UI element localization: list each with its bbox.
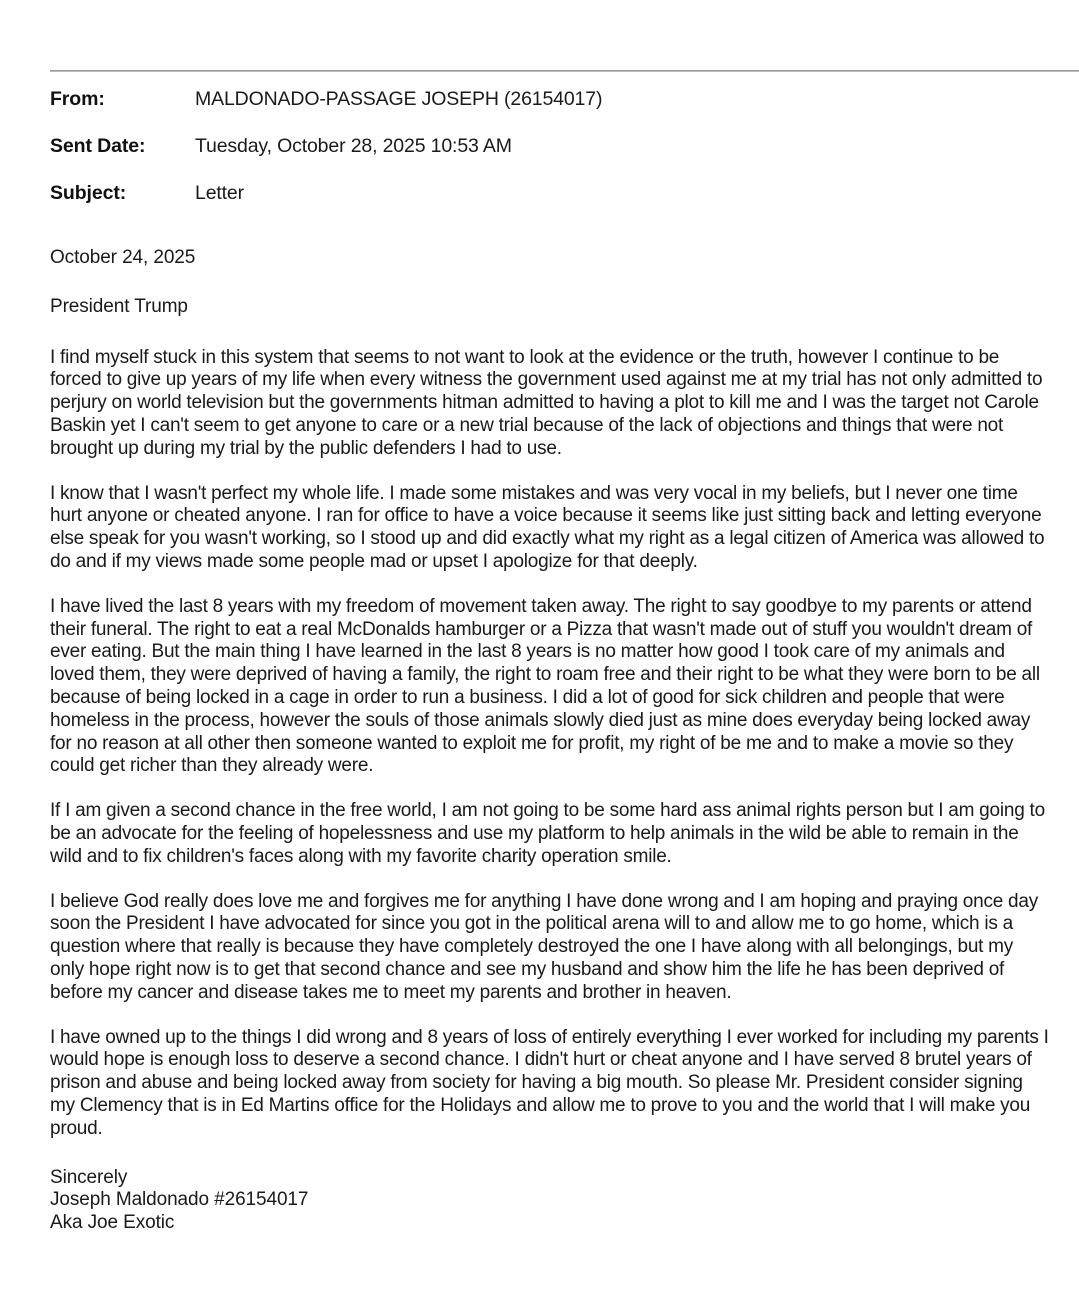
from-label: From: <box>50 88 105 110</box>
letter-paragraph-4: If I am given a second chance in the free world, I am not going to be some hard ass animal rights person but I am going to be an advocate for the feeling of hopelessness and use my platform to help animals in the wild be able to remain in the wild and to fix children's faces along with my favorite charity operation smile. <box>50 800 1045 867</box>
signature-name: Joseph Maldonado #26154017 <box>50 1189 309 1211</box>
letter-body <box>50 247 1050 1234</box>
sent-date-value: Tuesday, October 28, 2025 10:53 AM <box>195 135 512 157</box>
letter-paragraph-2: I know that I wasn't perfect my whole life. I made some mistakes and was very vocal in my beliefs, but I never one time hurt anyone or cheated anyone. I ran for office to have a voice because it seems like just sitting back and letting everyone else speak for you wasn't working, so I stood up and did exactly what my right as a legal citizen of America was allowed to do and if my views made some people mad or upset I apologize for that deeply. <box>50 482 1045 572</box>
letter-paragraph-6: I have owned up to the things I did wrong and 8 years of loss of entirely everything I ever worked for including my parents I would hope is enough loss to deserve a second chance. I didn't hurt or cheat anyone and I have served 8 brutel years of prison and abuse and being locked away from society for having a big mouth. So please Mr. President consider signing my Clemency that is in Ed Martins office for the Holidays and allow me to prove to you and the world that I will make you proud. <box>50 1026 1049 1139</box>
letter-date: October 24, 2025 <box>50 247 196 268</box>
signature-closing: Sincerely <box>50 1166 128 1188</box>
subject-label: Subject: <box>50 182 127 204</box>
signature-alias: Aka Joe Exotic <box>50 1211 175 1233</box>
letter-paragraph-3: I have lived the last 8 years with my freedom of movement taken away. The right to say goodbye to my parents or attend their funeral. The right to eat a real McDonalds hamburger or a Pizza that wasn't made out of stuff you wouldn't dream of ever eating. But the main thing I have learned in the last 8 years is no matter how good I took care of my animals and loved them, they were deprived of having a family, the right to roam free and their right to be what they were born to be all because of being locked in a cage in order to run a business. I did a lot of good for sick children and people that were homeless in the process, however the souls of those animals slowly died just as mine does everyday being locked away for no reason at all other then someone wanted to exploit me for profit, my right of be me and to make a movie so they could get richer than they already were. <box>50 595 1040 777</box>
header-divider-rule <box>50 70 1079 72</box>
letter-paragraph-5: I believe God really does love me and forgives me for anything I have done wrong and I am hoping and praying once day soon the President I have advocated for since you got in the political arena will to and allow me to go home, which is a question where that really is because they have completely destroyed the one I have along with all belongings, but my only hope right now is to get that second chance and see my husband and show him the life he has been deprived of before my cancer and disease takes me to meet my parents and brother in heaven. <box>50 890 1039 1003</box>
header-row-subject <box>50 182 1049 205</box>
subject-value: Letter <box>195 182 244 204</box>
letter-signature-block <box>50 1167 1050 1235</box>
message-header <box>50 88 1049 229</box>
sent-date-label: Sent Date: <box>50 135 146 157</box>
letter-salutation: President Trump <box>50 295 188 317</box>
letter-paragraph-1: I find myself stuck in this system that seems to not want to look at the evidence or the truth, however I continue to be forced to give up years of my life when every witness the government used against me at my trial has not only admitted to perjury on world television but the governments hitman admitted to having a plot to kill me and I was the target not Carole Baskin yet I can't seem to get anyone to care or a new trial because of the lack of objections and things that were not brought up during my trial by the public defenders I had to use. <box>50 346 1043 459</box>
header-row-from <box>50 88 1049 111</box>
from-value: MALDONADO-PASSAGE JOSEPH (26154017) <box>195 88 603 110</box>
header-row-sent-date <box>50 135 1049 158</box>
